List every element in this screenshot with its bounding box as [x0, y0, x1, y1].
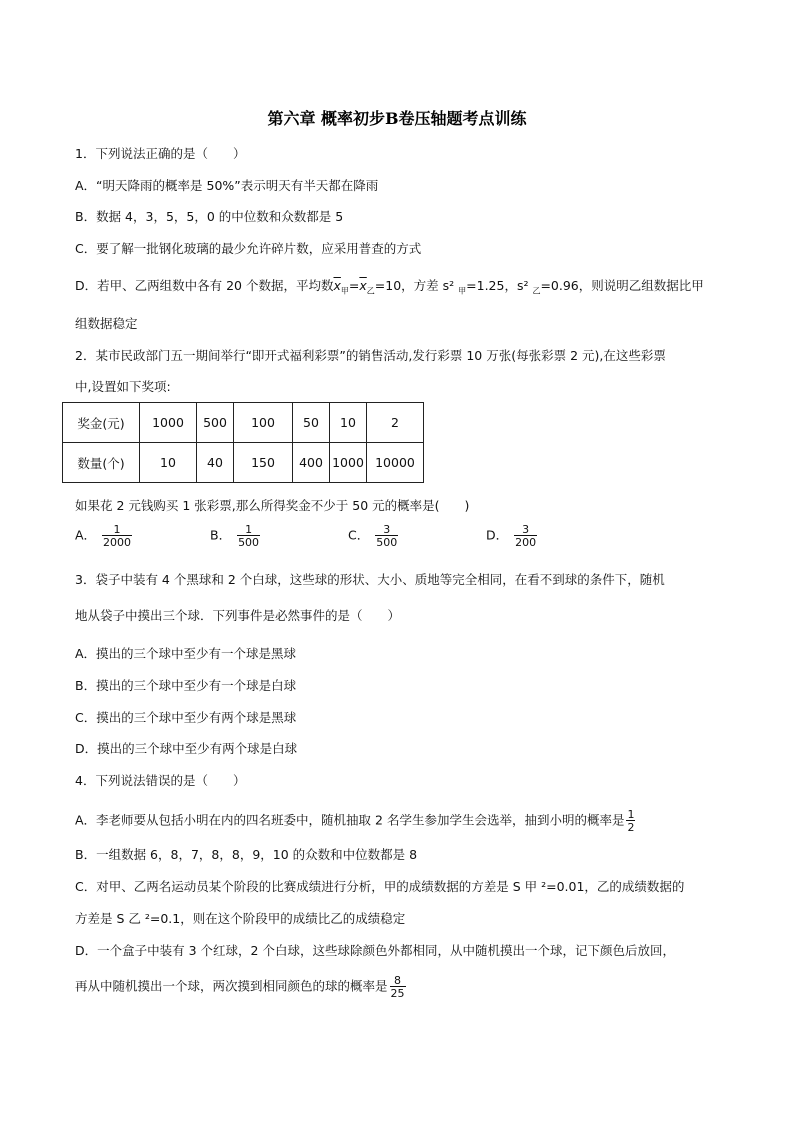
q2-option-c-label: C． [348, 527, 370, 543]
q1-option-d-line2: 组数据稳定 [75, 316, 138, 331]
table-cell: 100 [234, 403, 293, 443]
fraction-numerator: 3 [522, 523, 530, 536]
q2-question: 如果花 2 元钱购买 1 张彩票,那么所得奖金不少于 50 元的概率是( ) [75, 498, 470, 513]
table-cell: 1000 [140, 403, 197, 443]
table-cell: 50 [293, 403, 330, 443]
q4-option-a-fraction [626, 809, 635, 833]
table-cell: 400 [293, 443, 330, 483]
fraction-numerator: 1 [627, 808, 635, 821]
prize-table [62, 402, 424, 483]
q3-option-b: B．摸出的三个球中至少有一个球是白球 [75, 678, 297, 693]
q1-option-a: A．“明天降雨的概率是 50%”表示明天有半天都在降雨 [75, 178, 379, 193]
fraction-numerator: 3 [383, 523, 391, 536]
q2-option-c-fraction [375, 524, 398, 548]
table-row-prize [63, 403, 424, 443]
q2-option-d-label: D． [486, 527, 509, 543]
q1-d-prefix: D．若甲、乙两组数中各有 20 个数据，平均数 [75, 278, 334, 293]
q4-option-d-line1: D．一个盒子中装有 3 个红球，2 个白球，这些球除颜色外都相同，从中随机摸出一个球，记下颜色后放回， [75, 943, 675, 958]
q2-option-c [348, 524, 400, 548]
table-cell: 10 [330, 403, 367, 443]
q2-option-b-label: B． [210, 527, 232, 543]
q3-option-c: C．摸出的三个球中至少有两个球是黑球 [75, 710, 297, 725]
q1-stem: 1．下列说法正确的是（ ） [75, 146, 246, 161]
fraction-numerator: 8 [394, 974, 402, 987]
fraction-denominator: 2 [627, 821, 635, 834]
table-cell: 40 [197, 443, 234, 483]
q4-option-a-text: A．李老师要从包括小明在内的四名班委中，随机抽取 2 名学生参加学生会选举，抽到小明的概率是 [75, 812, 625, 828]
q1-d-sub-yi: 乙 [366, 286, 375, 296]
table-header-prize: 奖金(元) [63, 403, 140, 443]
table-cell: 1000 [330, 443, 367, 483]
table-cell: 150 [234, 443, 293, 483]
q1-d-s-sub-yi: 乙 [532, 286, 541, 296]
fraction-numerator: 1 [245, 523, 253, 536]
q1-d-xbar-2: $\overline{x}$ [359, 278, 367, 293]
q4-option-a [75, 809, 637, 833]
q3-stem-line2: 地从袋子中摸出三个球．下列事件是必然事件的是（ ） [75, 608, 401, 623]
page-title: 第六章 概率初步B卷压轴题考点训练 [267, 109, 527, 128]
table-cell: 2 [367, 403, 424, 443]
q1-d-s-sub-jia: 甲 [458, 286, 467, 296]
q4-stem: 4．下列说法错误的是（ ） [75, 773, 246, 788]
q4-option-d-line2 [75, 975, 408, 999]
q2-stem-line1: 2．某市民政部门五一期间举行“即开式福利彩票”的销售活动,发行彩票 10 万张(每张彩票 2 元),在这些彩票 [75, 348, 666, 363]
q4-option-d-text: 再从中随机摸出一个球，两次摸到相同颜色的球的概率是 [75, 978, 388, 994]
q1-option-c: C．要了解一批钢化玻璃的最少允许碎片数，应采用普查的方式 [75, 241, 422, 256]
q2-option-a-label: A． [75, 527, 97, 543]
fraction-denominator: 25 [390, 987, 405, 1000]
q4-option-b: B．一组数据 6，8，7，8，8，9，10 的众数和中位数都是 8 [75, 847, 418, 862]
q1-option-d: D．若甲、乙两组数中各有 20 个数据，平均数$\overline{x}_甲=\overline{x}_乙=10$，方差 s² $_甲$=1.25，s² $_乙$=0.96，则说明乙组数据比甲 [75, 278, 704, 296]
q1-d-xbar: $\overline{x}$ [333, 278, 341, 293]
q4-option-d-fraction [390, 975, 406, 999]
fraction-denominator: 500 [376, 536, 398, 549]
q3-stem-line1: 3．袋子中装有 4 个黑球和 2 个白球，这些球的形状、大小、质地等完全相同，在看不到球的条件下，随机 [75, 572, 665, 587]
fraction-denominator: 2000 [103, 536, 132, 549]
q3-option-d: D．摸出的三个球中至少有两个球是白球 [75, 741, 298, 756]
q2-option-a [75, 524, 134, 548]
q1-option-b: B．数据 4，3，5，5，0 的中位数和众数都是 5 [75, 209, 344, 224]
q2-option-b-fraction [237, 524, 260, 548]
fraction-denominator: 200 [515, 536, 537, 549]
q2-option-d [486, 524, 539, 548]
fraction-denominator: 500 [238, 536, 260, 549]
q2-option-d-fraction [514, 524, 537, 548]
table-cell: 10000 [367, 443, 424, 483]
fraction-numerator: 1 [113, 523, 121, 536]
q1-d-s2: =0.96，则说明乙组数据比甲 [540, 278, 704, 293]
table-cell: 500 [197, 403, 234, 443]
q1-d-s1: =1.25，s² [466, 278, 533, 293]
q2-option-a-fraction [102, 524, 132, 548]
q1-d-sub-jia: 甲 [340, 286, 349, 296]
table-cell: 10 [140, 443, 197, 483]
q2-stem-line2: 中,设置如下奖项: [75, 379, 171, 394]
table-row-count [63, 443, 424, 483]
q4-option-c-line2: 方差是 S 乙 ²=0.1，则在这个阶段甲的成绩比乙的成绩稳定 [75, 911, 406, 926]
q1-d-mid: =10，方差 s² [374, 278, 459, 293]
table-header-count: 数量(个) [63, 443, 140, 483]
q4-option-c-line1: C．对甲、乙两名运动员某个阶段的比赛成绩进行分析，甲的成绩数据的方差是 S 甲 ²=0.01，乙的成绩数据的 [75, 879, 685, 894]
q3-option-a: A．摸出的三个球中至少有一个球是黑球 [75, 646, 297, 661]
q2-option-b [210, 524, 262, 548]
